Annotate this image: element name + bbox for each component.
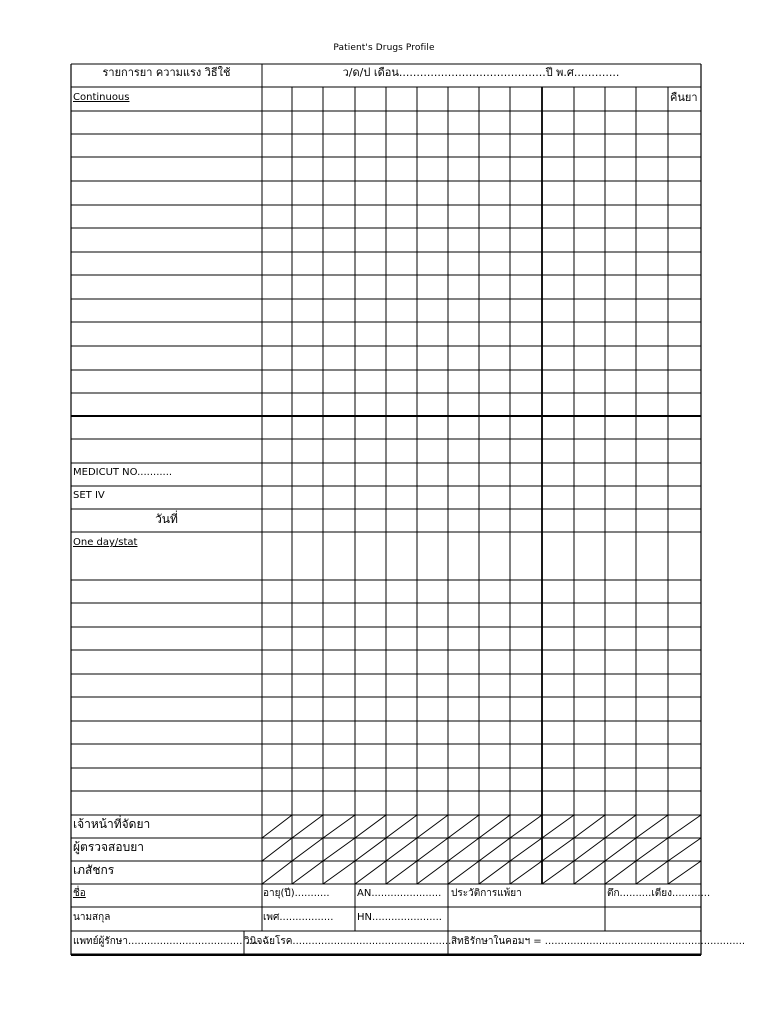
grid-line [323, 838, 355, 861]
grid-line [262, 815, 292, 838]
grid-line [542, 861, 574, 884]
grid-line [510, 838, 542, 861]
pharmacist-label: เภสัชกร [73, 863, 115, 877]
grid-line [448, 861, 479, 884]
grid-line [355, 838, 386, 861]
grid-line [355, 815, 386, 838]
grid-line [417, 815, 448, 838]
grid-line [479, 838, 510, 861]
grid-line [323, 815, 355, 838]
grid-line [323, 861, 355, 884]
treatment-rights-field: สิทธิรักษาในคอมฯ = ............................................................... [451, 936, 746, 947]
grid-line [386, 838, 417, 861]
checker-label: ผู้ตรวจสอบยา [73, 840, 144, 854]
grid-line [668, 838, 701, 861]
diagnosis-field: วินิจฉัยโรค.................................................. [244, 936, 452, 947]
grid-line [605, 838, 636, 861]
allergy-history-field: ประวัติการแพ้ยา [451, 888, 522, 899]
return-drug-header: คืนยา [670, 91, 698, 104]
grid-line [668, 861, 701, 884]
hn-field: HN...................... [357, 912, 442, 923]
grid-line [292, 815, 323, 838]
grid-line [574, 861, 605, 884]
grid-line [636, 861, 668, 884]
grid-line [386, 861, 417, 884]
grid-line [542, 838, 574, 861]
grid-line [355, 861, 386, 884]
medicut-label: MEDICUT NO........... [73, 467, 173, 478]
grid-line [605, 861, 636, 884]
grid-line [479, 815, 510, 838]
one-day-stat-label: One day/stat [73, 537, 138, 548]
date-label: วันที่ [155, 512, 178, 526]
surname-field: นามสกุล [73, 912, 111, 923]
set-iv-label: SET IV [73, 490, 105, 501]
dispenser-label: เจ้าหน้าที่จัดยา [73, 817, 151, 831]
grid-line [605, 815, 636, 838]
grid-line [262, 861, 292, 884]
grid-line [292, 838, 323, 861]
page-title: Patient's Drugs Profile [333, 43, 435, 53]
grid-line [574, 815, 605, 838]
patient-name-field: ชื่อ [73, 888, 86, 899]
grid-line [510, 815, 542, 838]
age-field: อายุ(ปี)........... [263, 888, 330, 899]
grid-line [574, 838, 605, 861]
sex-field: เพศ................. [263, 912, 334, 923]
date-column-header: ว/ด/ป เดือน..........................................ปี พ.ศ............. [342, 66, 620, 79]
grid-line [479, 861, 510, 884]
grid-line [386, 815, 417, 838]
grid-line [542, 815, 574, 838]
doctor-field: แพทย์ผู้รักษา.......................................... [73, 936, 262, 947]
ward-bed-field: ตึก..........เตียง............ [607, 888, 711, 899]
grid-line [510, 861, 542, 884]
grid-line [636, 838, 668, 861]
grid-line [417, 838, 448, 861]
an-field: AN...................... [357, 888, 442, 899]
grid-line [668, 815, 701, 838]
grid-line [448, 815, 479, 838]
grid-line [636, 815, 668, 838]
grid-line [262, 838, 292, 861]
continuous-label: Continuous [73, 92, 130, 103]
grid-line [417, 861, 448, 884]
drug-column-header: รายการยา ความแรง วิธีใช้ [102, 66, 231, 79]
grid-line [448, 838, 479, 861]
grid-line [292, 861, 323, 884]
